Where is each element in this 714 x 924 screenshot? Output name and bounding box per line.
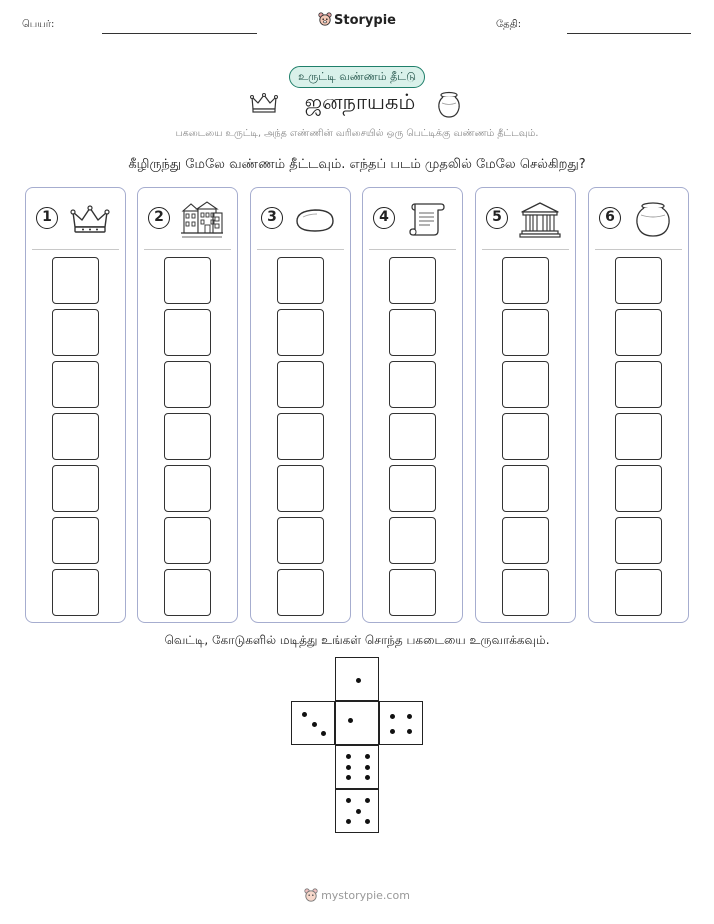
column-4 [362, 187, 463, 623]
die-face-1 [335, 657, 379, 701]
column-number: 1 [36, 207, 58, 229]
column-5 [475, 187, 576, 623]
color-box[interactable] [277, 517, 324, 564]
color-box[interactable] [164, 569, 211, 616]
color-box[interactable] [615, 361, 662, 408]
color-box[interactable] [277, 309, 324, 356]
color-box[interactable] [615, 309, 662, 356]
color-box[interactable] [164, 465, 211, 512]
color-box[interactable] [52, 465, 99, 512]
scroll-icon [405, 199, 449, 239]
storypie-logo [0, 12, 714, 28]
color-box[interactable] [389, 413, 436, 460]
column-number: 6 [599, 207, 621, 229]
color-box[interactable] [52, 569, 99, 616]
die-face-1b [335, 701, 379, 745]
pebble-icon [293, 199, 337, 239]
color-box[interactable] [277, 257, 324, 304]
color-box[interactable] [615, 413, 662, 460]
crown-icon [250, 92, 278, 114]
color-box[interactable] [389, 361, 436, 408]
color-box[interactable] [389, 257, 436, 304]
color-box[interactable] [277, 569, 324, 616]
color-box[interactable] [502, 413, 549, 460]
color-box[interactable] [615, 257, 662, 304]
color-box[interactable] [52, 361, 99, 408]
color-box[interactable] [502, 569, 549, 616]
activity-subtitle: பகடையை உருட்டி, அந்த எண்ணின் வரிசையில் ஒரு பெட்டிக்கு வண்ணம் தீட்டவும். [175, 128, 539, 139]
dice-instruction: வெட்டி, கோடுகளில் மடித்து உங்கள் சொந்த பகடையை உருவாக்கவும். [164, 633, 550, 647]
die-face-6 [335, 745, 379, 789]
color-instruction: கீழிருந்து மேலே வண்ணம் தீட்டவும். எந்தப் படம் முதலில் மேலே செல்கிறது? [128, 157, 586, 172]
column-2 [137, 187, 238, 623]
color-box[interactable] [389, 517, 436, 564]
pot-icon [436, 91, 462, 119]
color-box[interactable] [502, 257, 549, 304]
color-box[interactable] [502, 517, 549, 564]
color-box[interactable] [389, 465, 436, 512]
color-box[interactable] [277, 465, 324, 512]
courthouse-icon [518, 199, 562, 239]
color-box[interactable] [164, 257, 211, 304]
color-box[interactable] [389, 309, 436, 356]
die-face-5 [335, 789, 379, 833]
color-box[interactable] [502, 361, 549, 408]
color-box[interactable] [52, 413, 99, 460]
color-box[interactable] [52, 517, 99, 564]
color-box[interactable] [277, 361, 324, 408]
color-box[interactable] [389, 569, 436, 616]
bear-icon [304, 888, 318, 902]
color-box[interactable] [615, 569, 662, 616]
column-number: 3 [261, 207, 283, 229]
brand-name: Storypie [334, 13, 396, 28]
page-title: ஜனநாயகம் [304, 90, 416, 114]
pot-icon [631, 199, 675, 239]
footer [0, 888, 714, 902]
name-label: பெயர்: [22, 19, 55, 30]
color-box[interactable] [164, 413, 211, 460]
name-line[interactable] [102, 33, 257, 34]
color-box[interactable] [615, 465, 662, 512]
activity-badge: உருட்டி வண்ணம் தீட்டு [289, 66, 425, 88]
footer-url[interactable]: mystorypie.com [321, 889, 410, 902]
column-6 [588, 187, 689, 623]
column-number: 5 [486, 207, 508, 229]
color-box[interactable] [164, 309, 211, 356]
color-box[interactable] [502, 309, 549, 356]
column-number: 4 [373, 207, 395, 229]
date-line[interactable] [567, 33, 691, 34]
crown-icon [68, 199, 112, 239]
color-box[interactable] [164, 361, 211, 408]
color-box[interactable] [52, 257, 99, 304]
color-box[interactable] [502, 465, 549, 512]
column-1 [25, 187, 126, 623]
bear-icon [318, 12, 332, 26]
color-box[interactable] [277, 413, 324, 460]
die-face-3 [291, 701, 335, 745]
color-box[interactable] [164, 517, 211, 564]
color-box[interactable] [52, 309, 99, 356]
die-face-4 [379, 701, 423, 745]
column-number: 2 [148, 207, 170, 229]
color-box[interactable] [615, 517, 662, 564]
town-icon [180, 199, 224, 239]
date-label: தேதி: [496, 19, 522, 30]
column-3 [250, 187, 351, 623]
